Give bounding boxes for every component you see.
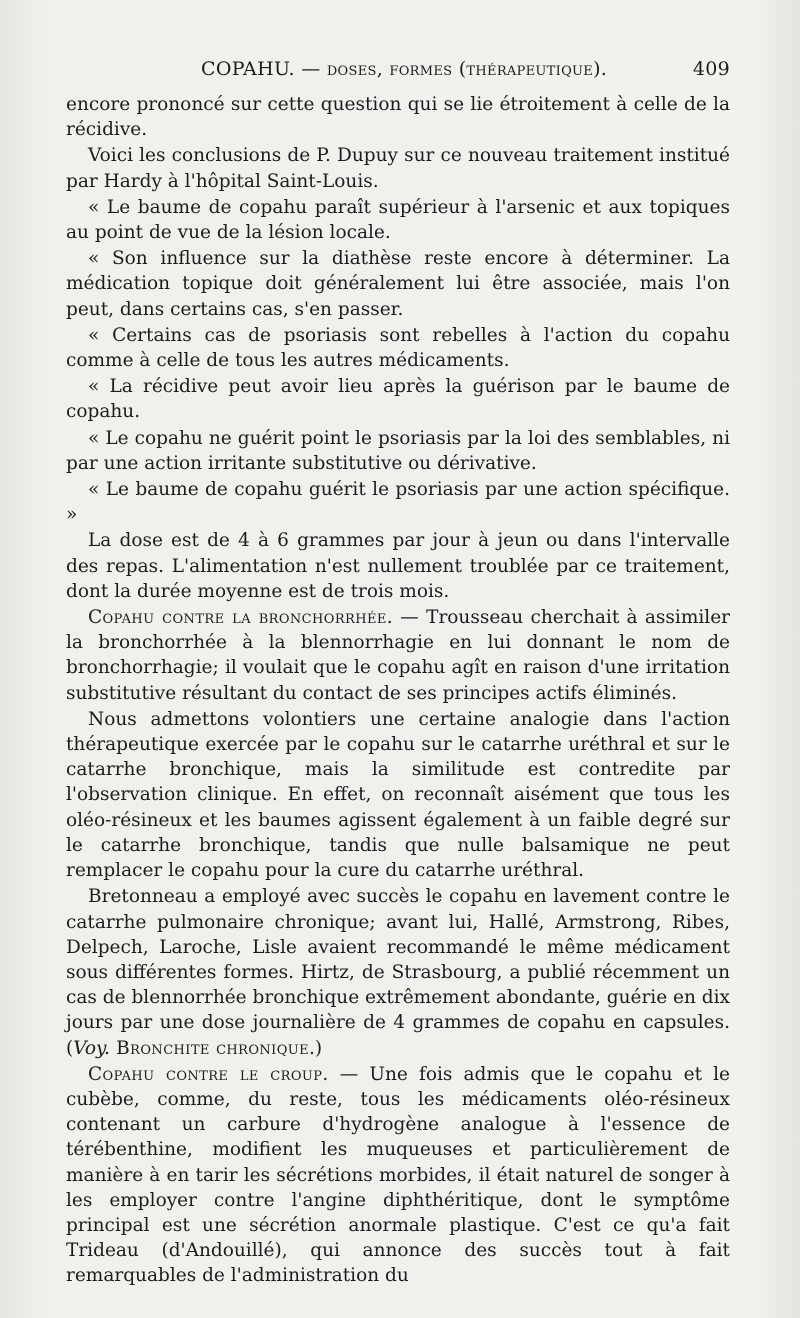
quote-paragraph: « Le copahu ne guérit point le psoriasis par la loi des semblables, ni par une action irritante substitutive ou dérivative.	[66, 427, 730, 474]
cross-reference-title: Bronchite chronique	[109, 1037, 310, 1059]
paragraph: Nous admettons volontiers une certaine analogie dans l'action thérapeutique exercée par le copahu sur le catarrhe uréthral et sur le catarrhe bronchique, mais la similitude est contredite par l'observation clinique. En effet, on reconnaît aisément que tous les oléo-résineux et les baumes agissent également à un faible degré sur le catarrhe bronchique, tandis que nulle balsamique ne peut remplacer le copahu pour la cure du catarrhe uréthral.	[66, 708, 730, 882]
section-paragraph	[66, 1062, 730, 1289]
paragraph-text: Bretonneau a employé avec succès le copahu en lavement contre le catarrhe pulmonaire chronique; avant lui, Hallé, Armstrong, Ribes, Delpech, Laroche, Lisle avaient recommandé le même médicament sous différentes formes. Hirtz, de Strasbourg, a publié récemment un cas de blennorrhée bronchique extrêmement abondante, guérie en dix jours par une dose journalière de 4 grammes de copahu en capsules. (	[66, 886, 730, 1059]
quote-paragraph: « Le baume de copahu paraît supérieur à l'arsenic et aux topiques au point de vue de la lésion locale.	[66, 196, 730, 244]
section-heading: Copahu contre la bronchorrhée.	[88, 607, 393, 629]
section-paragraph	[66, 605, 730, 706]
quote-paragraph: « Son influence sur la diathèse reste encore à déterminer. La médication topique doit généralement lui être associée, mais l'on peut, dans certains cas, s'en passer.	[66, 248, 730, 320]
quote-paragraph: « La récidive peut avoir lieu après la guérison par le baume de copahu.	[66, 376, 730, 423]
page-number: 409	[692, 58, 730, 80]
section-text: — Trousseau cherchait à assimiler la bronchorrhée à la blennorrhagie en lui donnant le nom de bronchorrhagie; il voulait que le copahu agît en raison d'une irritation substitutive résultant du contact de ses principes actifs éliminés.	[66, 607, 730, 704]
cross-reference-end: .)	[309, 1037, 323, 1059]
section-text: — Une fois admis que le copahu et le cubèbe, comme, du reste, tous les médicaments oléo-résineux contenant un carbure d'hydrogène analogue à l'essence de térébenthine, modifient les muqueuses et particulièrement de manière à en tarir les sécrétions morbides, il était naturel de songer à les employer contre l'angine diphthéritique, dont le symptôme principal est une sécrétion anormale plastique. C'est ce qu'a fait Trideau (d'Andouillé), qui annonce des succès tout à fait remarquables de l'administration du	[66, 1063, 730, 1287]
body-text	[66, 92, 730, 1289]
paragraph: Voici les conclusions de P. Dupuy sur ce nouveau traitement institué par Hardy à l'hôpital Saint-Louis.	[66, 145, 730, 192]
cross-reference-abbrev: Voy.	[73, 1037, 110, 1059]
header-title: COPAHU. — doses, formes (thérapeutique).	[201, 58, 608, 80]
section-heading: Copahu contre le croup.	[88, 1063, 329, 1085]
paragraph	[66, 884, 730, 1060]
running-header	[66, 58, 730, 88]
quote-paragraph: « Le baume de copahu guérit le psoriasis par une action spécifique. »	[66, 479, 730, 526]
paragraph: encore prononcé sur cette question qui se lie étroitement à celle de la récidive.	[66, 94, 730, 141]
paragraph: La dose est de 4 à 6 grammes par jour à jeun ou dans l'intervalle des repas. L'alimentation n'est nullement troublée par ce traitement, dont la durée moyenne est de trois mois.	[66, 530, 730, 602]
quote-paragraph: « Certains cas de psoriasis sont rebelles à l'action du copahu comme à celle de tous les autres médicaments.	[66, 324, 730, 372]
